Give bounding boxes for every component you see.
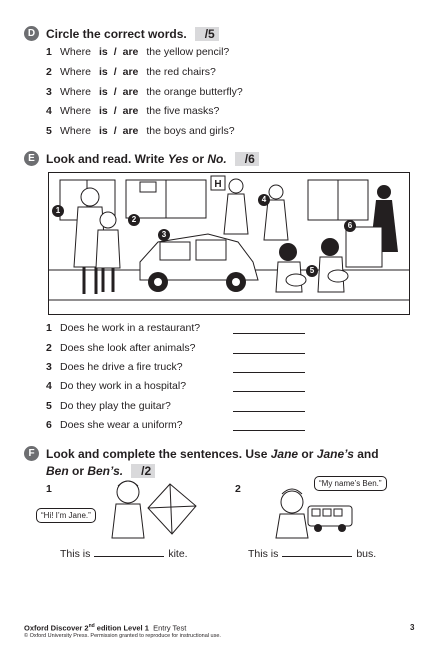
section-f-score: /2 [131, 464, 155, 478]
speech-bubble-ben: “My name’s Ben.” [314, 476, 387, 491]
question-text: Do they play the guitar? [60, 400, 171, 412]
option-separator: / [113, 46, 117, 58]
item-number: 3 [46, 86, 52, 98]
section-f-or2: or [68, 464, 88, 478]
item-prefix: Where [60, 66, 91, 78]
question-text: Does he drive a fire truck? [60, 361, 183, 373]
item-number: 1 [46, 46, 52, 58]
section-f-sentence1 [60, 546, 188, 560]
section-f-jane: Jane [270, 447, 299, 461]
option-is[interactable]: is [98, 66, 108, 78]
option-is[interactable]: is [98, 105, 108, 117]
item-number: 4 [46, 105, 52, 117]
speech-bubble-jane: “Hi! I’m Jane.” [36, 508, 96, 523]
option-separator: / [113, 86, 117, 98]
section-e-or: or [188, 152, 208, 166]
option-are[interactable]: are [122, 66, 139, 78]
question-number: 1 [46, 322, 52, 334]
answer-line[interactable] [233, 411, 305, 412]
question-number: 5 [46, 400, 52, 412]
section-e-question [46, 400, 171, 412]
section-d-item [46, 125, 235, 137]
footer-line1 [24, 623, 186, 633]
scene-tag-3: 3 [158, 229, 170, 241]
section-f-ben: Ben [46, 464, 69, 478]
section-f-item2-number: 2 [235, 483, 241, 495]
footer-edition: edition Level 1 [94, 623, 149, 633]
item-text: the red chairs? [146, 66, 216, 78]
hospital-sign-letter: H [214, 179, 222, 190]
section-e-question [46, 419, 183, 431]
page-number: 3 [410, 623, 415, 632]
option-separator: / [113, 125, 117, 137]
section-f-badge: F [24, 446, 39, 461]
item-prefix: Where [60, 125, 91, 137]
item-text: the yellow pencil? [146, 46, 230, 58]
section-d-item [46, 86, 243, 98]
item-number: 5 [46, 125, 52, 137]
item-prefix: Where [60, 46, 91, 58]
section-f-item1-number: 1 [46, 483, 52, 495]
sentence1-answer-line[interactable] [94, 546, 164, 557]
option-separator: / [113, 105, 117, 117]
option-are[interactable]: are [122, 105, 139, 117]
question-text: Do they work in a hospital? [60, 380, 187, 392]
section-d-score: /5 [195, 27, 219, 41]
sentence2-answer-line[interactable] [282, 546, 352, 557]
section-e-question [46, 342, 195, 354]
footer-brand-sup: nd [88, 623, 95, 629]
section-d-item [46, 66, 216, 78]
section-d-badge: D [24, 26, 39, 41]
item-prefix: Where [60, 105, 91, 117]
section-f-title-line1 [46, 447, 379, 461]
option-is[interactable]: is [98, 46, 108, 58]
footer-line2: © Oxford University Press. Permission granted to reproduce for instructional use. [24, 633, 221, 639]
question-text: Does she look after animals? [60, 342, 196, 354]
section-f-or1: or [298, 447, 317, 461]
section-e-title-text: Look and read. Write [46, 152, 168, 166]
sentence2-pre: This is [248, 548, 279, 560]
section-e-question [46, 322, 200, 334]
sentence1-post: kite. [168, 548, 188, 560]
sentence2-post: bus. [356, 548, 377, 560]
option-are[interactable]: are [122, 125, 139, 137]
question-number: 4 [46, 380, 52, 392]
option-is[interactable]: is [98, 86, 108, 98]
item-text: the orange butterfly? [146, 86, 243, 98]
question-number: 6 [46, 419, 52, 431]
scene-tag-2: 2 [128, 214, 140, 226]
question-number: 3 [46, 361, 52, 373]
option-is[interactable]: is [98, 125, 108, 137]
answer-line[interactable] [233, 430, 305, 431]
question-number: 2 [46, 342, 52, 354]
section-d-title-text: Circle the correct words. [46, 27, 187, 41]
sentence1-pre: This is [60, 548, 91, 560]
section-e-question [46, 361, 183, 373]
section-e-badge: E [24, 151, 39, 166]
scene-tag-6: 6 [344, 220, 356, 232]
section-d-title [46, 27, 219, 41]
item-number: 2 [46, 66, 52, 78]
option-are[interactable]: are [122, 46, 139, 58]
scene-tag-1: 1 [52, 205, 64, 217]
section-d-item [46, 46, 229, 58]
footer-test: Entry Test [153, 623, 187, 633]
section-f-and: and [353, 447, 379, 461]
option-are[interactable]: are [122, 86, 139, 98]
section-d-item [46, 105, 219, 117]
section-f-title-text: Look and complete the sentences. Use [46, 447, 271, 461]
section-f-bens: Ben’s. [87, 464, 124, 478]
answer-line[interactable] [233, 353, 305, 354]
section-e-score: /6 [235, 152, 259, 166]
item-text: the five masks? [146, 105, 220, 117]
section-e-title [46, 152, 259, 166]
section-f-sentence2 [248, 546, 376, 560]
answer-line[interactable] [233, 391, 305, 392]
question-text: Does he work in a restaurant? [60, 322, 201, 334]
question-text: Does she wear a uniform? [60, 419, 183, 431]
street-scene-drawing [48, 172, 410, 315]
scene-tag-4: 4 [258, 194, 270, 206]
scene-tag-5: 5 [306, 265, 318, 277]
item-prefix: Where [60, 86, 91, 98]
option-separator: / [113, 66, 117, 78]
street-scene-illustration [48, 172, 410, 315]
section-e-yes: Yes [167, 152, 189, 166]
jane-kite-illustration [100, 478, 210, 540]
section-f-title-line2 [46, 464, 155, 478]
answer-line[interactable] [233, 333, 305, 334]
item-text: the boys and girls? [146, 125, 235, 137]
section-e-no: No. [207, 152, 227, 166]
section-f-janes: Jane’s [316, 447, 354, 461]
answer-line[interactable] [233, 372, 305, 373]
footer-brand: Oxford Discover 2 [24, 623, 89, 633]
section-e-question [46, 380, 186, 392]
